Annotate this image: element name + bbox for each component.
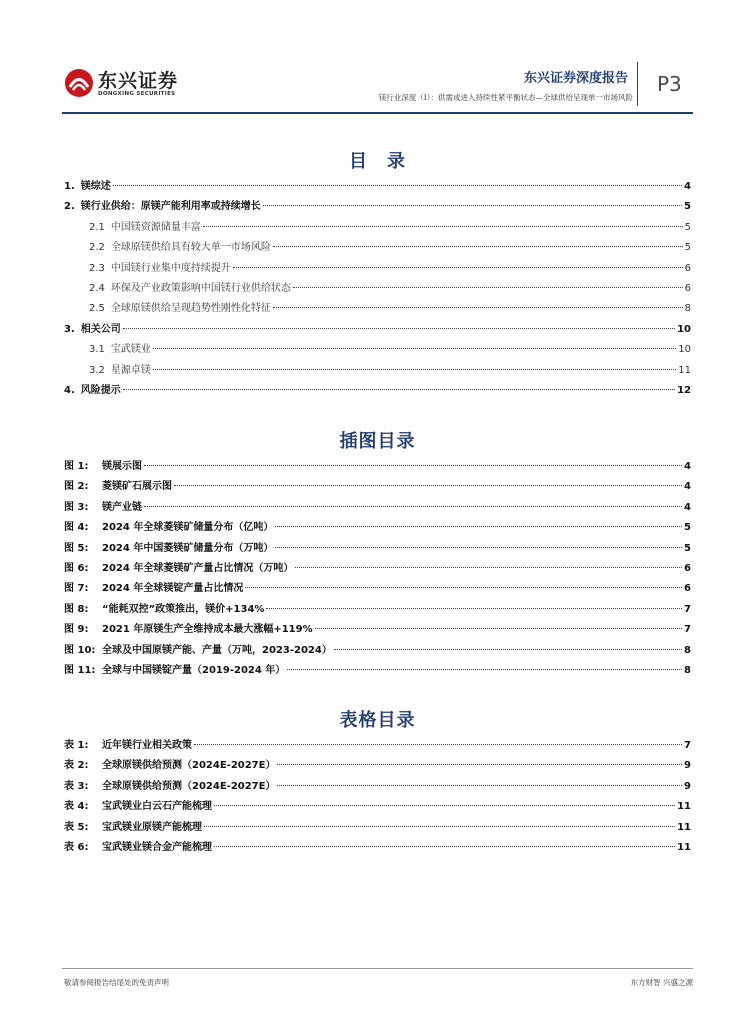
entry-page: 5 xyxy=(684,542,691,554)
leader-dots xyxy=(153,348,676,349)
page-header xyxy=(0,0,755,118)
entry-label: 镁展示图 xyxy=(102,461,142,472)
entry-number: 图 10: xyxy=(64,644,96,656)
figure-entry[interactable] xyxy=(64,559,691,579)
table-entry[interactable] xyxy=(64,756,691,776)
leader-dots xyxy=(233,267,683,268)
page-number: P3 xyxy=(657,72,682,96)
entry-number: 图 2: xyxy=(64,481,89,493)
entry-page: 6 xyxy=(684,583,691,595)
entry-page: 4 xyxy=(684,481,691,493)
entry-number: 2.2 xyxy=(89,242,105,254)
entry-label: 中国镁资源储量丰富 xyxy=(110,221,201,233)
table-entry[interactable] xyxy=(64,818,691,838)
entry-page: 8 xyxy=(684,664,691,676)
entry-number: 图 11: xyxy=(64,664,96,676)
toc-entry[interactable] xyxy=(64,259,691,279)
entry-number: 表 3: xyxy=(64,780,89,792)
entry-number: 图 5: xyxy=(64,542,89,554)
entry-page: 9 xyxy=(684,780,691,792)
entry-page: 8 xyxy=(684,303,691,315)
figure-entry[interactable] xyxy=(64,518,691,538)
leader-dots xyxy=(266,608,682,609)
entry-number: 2. xyxy=(64,201,75,213)
entry-page: 6 xyxy=(684,562,691,574)
entry-number: 图 1: xyxy=(64,461,89,472)
entry-label: 全球原镁供给具有较大单一市场风险 xyxy=(110,242,271,254)
table-entry[interactable] xyxy=(64,777,691,797)
leader-dots xyxy=(315,628,682,629)
leader-dots xyxy=(203,226,683,227)
entry-page: 6 xyxy=(684,262,691,274)
entry-label: 相关公司 xyxy=(80,323,121,335)
footer-rule xyxy=(62,968,693,969)
entry-page: 7 xyxy=(684,624,691,636)
leader-dots xyxy=(245,587,682,588)
leader-dots xyxy=(277,785,682,786)
leader-dots xyxy=(174,485,682,486)
entry-page: 5 xyxy=(684,522,691,534)
entry-label: 宝武镁业镁合金产能梳理 xyxy=(102,841,212,853)
toc-entry[interactable] xyxy=(64,361,691,381)
entry-page: 4 xyxy=(684,461,691,472)
entry-number: 3.1 xyxy=(89,344,105,356)
entry-page: 9 xyxy=(684,760,691,772)
leader-dots xyxy=(277,764,682,765)
figure-entry[interactable] xyxy=(64,600,691,620)
entry-number: 1. xyxy=(64,181,75,192)
entry-page: 11 xyxy=(677,801,691,813)
footer-slogan: 东方财智 兴盛之源 xyxy=(630,978,693,987)
entry-number: 2.5 xyxy=(89,303,105,315)
entry-number: 图 9: xyxy=(64,624,89,636)
entry-label: 宝武镁业原镁产能梳理 xyxy=(102,821,202,833)
entry-page: 4 xyxy=(684,501,691,513)
leader-dots xyxy=(123,328,675,329)
figure-entry[interactable] xyxy=(64,579,691,599)
entry-page: 4 xyxy=(684,181,691,192)
leader-dots xyxy=(293,287,683,288)
entry-number: 图 8: xyxy=(64,603,89,615)
entry-number: 4. xyxy=(64,384,75,396)
entry-page: 7 xyxy=(684,603,691,615)
entry-page: 7 xyxy=(684,740,691,751)
entry-number: 图 3: xyxy=(64,501,89,513)
entry-page: 5 xyxy=(684,221,691,233)
entry-label: 全球与中国镁锭产量（2019-2024 年） xyxy=(102,664,286,676)
entry-page: 12 xyxy=(677,384,691,396)
entry-label: 星源卓镁 xyxy=(110,364,151,376)
entry-label: 全球原镁供给预测（2024E-2027E） xyxy=(102,780,276,792)
figure-entry[interactable] xyxy=(64,477,691,497)
toc-entry[interactable] xyxy=(64,177,691,197)
leader-dots xyxy=(144,506,682,507)
entry-label: 宝武镁业 xyxy=(110,344,151,356)
entry-number: 表 4: xyxy=(64,801,89,813)
figure-entry[interactable] xyxy=(64,457,691,477)
toc-entry[interactable] xyxy=(64,279,691,299)
leader-dots xyxy=(273,307,683,308)
entry-label: 全球原镁供给预测（2024E-2027E） xyxy=(102,760,276,772)
entry-label: 环保及产业政策影响中国镁行业供给状态 xyxy=(110,282,291,294)
toc-entry[interactable] xyxy=(64,340,691,360)
toc-entry[interactable] xyxy=(64,218,691,238)
leader-dots xyxy=(144,465,682,466)
entry-label: 2024 年全球镁锭产量占比情况 xyxy=(102,583,244,595)
leader-dots xyxy=(214,846,675,847)
tables-title: 表格目录 xyxy=(339,710,416,731)
leader-dots xyxy=(214,805,675,806)
toc-entry[interactable] xyxy=(64,299,691,319)
leader-dots xyxy=(275,526,682,527)
entry-number: 3. xyxy=(64,323,75,335)
entry-label: 全球原镁供给呈现趋势性刚性化特征 xyxy=(110,303,271,315)
entry-label: 2024 年全球菱镁矿产量占比情况（万吨） xyxy=(102,562,294,574)
entry-number: 图 6: xyxy=(64,562,89,574)
logo-english-name: DONGXING SECURITIES xyxy=(98,91,176,97)
entry-label: “能耗双控”政策推出，镁价+134% xyxy=(102,603,265,615)
toc-entry[interactable] xyxy=(64,197,691,217)
entry-page: 11 xyxy=(677,841,691,853)
figures-list xyxy=(64,457,691,681)
table-entry[interactable] xyxy=(64,736,691,756)
entry-page: 11 xyxy=(678,364,691,376)
entry-label: 中国镁行业集中度持续提升 xyxy=(110,262,231,274)
entry-label: 2021 年原镁生产全维持成本最大涨幅+119% xyxy=(102,624,313,636)
entry-page: 5 xyxy=(684,201,691,213)
entry-label: 2024 年全球菱镁矿储量分布（亿吨） xyxy=(102,522,274,534)
report-series-name: 东兴证券深度报告 xyxy=(523,71,628,86)
figure-entry[interactable] xyxy=(64,620,691,640)
entry-label: 近年镁行业相关政策 xyxy=(102,740,192,751)
entry-number: 图 7: xyxy=(64,583,89,595)
toc-title: 目 录 xyxy=(349,151,406,172)
entry-label: 菱镁矿石展示图 xyxy=(102,481,172,493)
entry-number: 2.4 xyxy=(89,282,105,294)
logo-icon xyxy=(64,68,94,98)
entry-label: 2024 年中国菱镁矿储量分布（万吨） xyxy=(102,542,274,554)
toc-entry[interactable] xyxy=(64,381,691,401)
leader-dots xyxy=(113,185,682,186)
logo-chinese-name: 东兴证券 xyxy=(98,70,179,92)
table-entry[interactable] xyxy=(64,797,691,817)
header-rule xyxy=(62,112,693,114)
toc-entry[interactable] xyxy=(64,238,691,258)
entry-number: 图 4: xyxy=(64,522,89,534)
leader-dots xyxy=(153,369,676,370)
header-divider xyxy=(637,62,638,106)
figure-entry[interactable] xyxy=(64,641,691,661)
figure-entry[interactable] xyxy=(64,498,691,518)
leader-dots xyxy=(295,567,682,568)
leader-dots xyxy=(263,205,682,206)
toc-entry[interactable] xyxy=(64,320,691,340)
leader-dots xyxy=(275,547,682,548)
entry-page: 10 xyxy=(677,323,691,335)
entry-label: 镁行业供给：原镁产能利用率或持续增长 xyxy=(80,201,261,213)
leader-dots xyxy=(204,826,675,827)
company-logo xyxy=(64,66,182,104)
toc-list xyxy=(64,177,691,401)
entry-page: 10 xyxy=(678,344,691,356)
leader-dots xyxy=(334,649,682,650)
tables-list xyxy=(64,736,691,858)
entry-number: 2.1 xyxy=(89,221,105,233)
entry-page: 5 xyxy=(684,242,691,254)
entry-number: 表 2: xyxy=(64,760,89,772)
footer-disclaimer: 敬请参阅报告结尾处的免责声明 xyxy=(64,978,169,987)
leader-dots xyxy=(194,744,682,745)
entry-page: 6 xyxy=(684,282,691,294)
figure-entry[interactable] xyxy=(64,661,691,681)
entry-number: 表 6: xyxy=(64,841,89,853)
leader-dots xyxy=(123,389,675,390)
entry-label: 宝武镁业白云石产能梳理 xyxy=(102,801,212,813)
entry-label: 镁综述 xyxy=(80,181,111,192)
table-entry[interactable] xyxy=(64,838,691,858)
report-subtitle: 镁行业深度（Ⅰ）：供需或进入持续性紧平衡状态—全球供给呈现单一市场风险 xyxy=(378,93,633,102)
entry-number: 3.2 xyxy=(89,364,105,376)
entry-number: 表 5: xyxy=(64,821,89,833)
entry-label: 镁产业链 xyxy=(102,501,142,513)
figure-entry[interactable] xyxy=(64,539,691,559)
entry-number: 2.3 xyxy=(89,262,105,274)
leader-dots xyxy=(287,669,682,670)
entry-label: 风险提示 xyxy=(80,384,121,396)
figures-title: 插图目录 xyxy=(339,431,416,452)
entry-page: 11 xyxy=(677,821,691,833)
entry-page: 8 xyxy=(684,644,691,656)
leader-dots xyxy=(273,246,683,247)
entry-label: 全球及中国原镁产能、产量（万吨，2023-2024） xyxy=(102,644,332,656)
entry-number: 表 1: xyxy=(64,740,89,751)
